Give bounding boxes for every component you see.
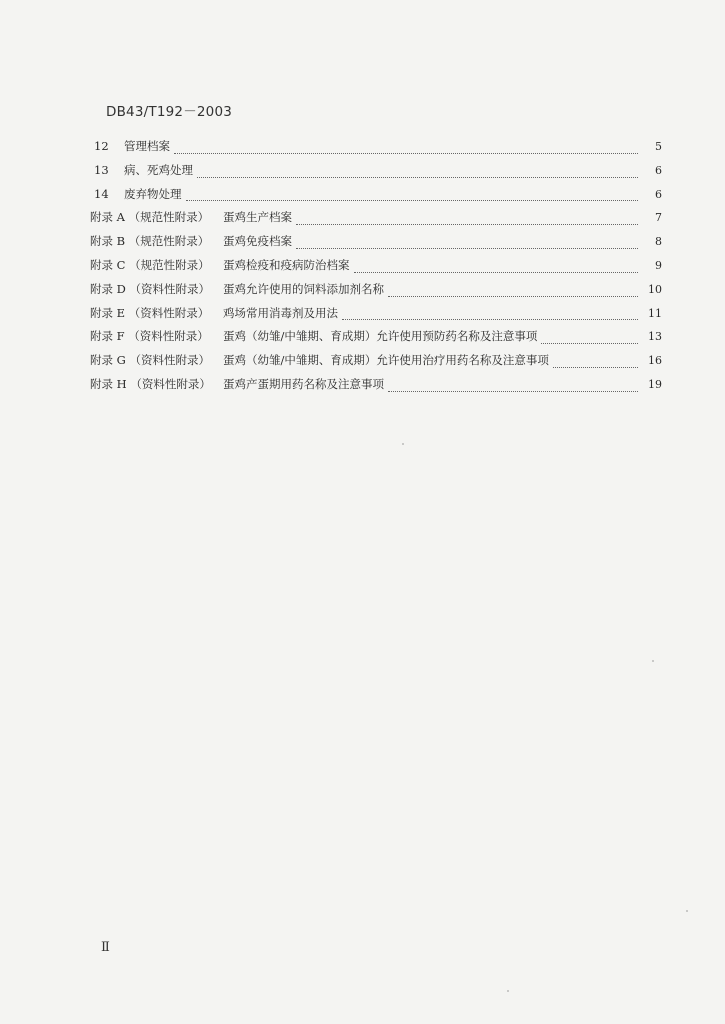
toc-title: 蛋鸡允许使用的饲料添加剂名称 (223, 281, 384, 296)
toc-appendix-label: 附录 F （资料性附录） (90, 329, 209, 344)
toc-title: 蛋鸡检疫和疫病防治档案 (223, 257, 350, 272)
toc-page: 16 (648, 354, 662, 368)
toc-appendix-label: 附录 A （规范性附录） (90, 210, 210, 225)
toc-page: 19 (648, 377, 662, 391)
toc-page: 13 (648, 330, 662, 344)
toc-appendix-label: 附录 B （规范性附录） (90, 234, 210, 249)
toc-page: 5 (655, 140, 662, 153)
toc-title: 病、死鸡处理 (124, 162, 193, 177)
toc-page: 7 (655, 211, 662, 225)
toc-entry (90, 209, 662, 233)
toc-leader (342, 318, 638, 320)
toc-appendix-label: 附录 D （资料性附录） (90, 281, 211, 296)
scan-speck (652, 660, 654, 662)
toc-leader (553, 366, 638, 368)
toc-appendix-label: 附录 C （规范性附录） (90, 257, 210, 272)
table-of-contents (90, 138, 662, 400)
scan-speck (507, 990, 509, 992)
toc-title: 蛋鸡（幼雏/中雏期、育成期）允许使用预防药名称及注意事项 (223, 329, 538, 344)
toc-leader (197, 176, 638, 178)
toc-leader (296, 223, 638, 225)
toc-leader (354, 271, 639, 273)
toc-leader (388, 295, 638, 297)
toc-page: 6 (655, 187, 662, 201)
toc-title: 蛋鸡产蛋期用药名称及注意事项 (223, 376, 384, 391)
toc-title: 蛋鸡生产档案 (223, 210, 292, 225)
scan-speck (402, 443, 404, 445)
toc-leader (541, 342, 638, 344)
toc-entry (90, 257, 662, 281)
toc-page: 6 (655, 163, 662, 177)
toc-entry (90, 138, 662, 162)
toc-appendix-label: 附录 G （资料性附录） (90, 353, 210, 368)
scan-speck (686, 910, 688, 912)
toc-number: 12 (94, 139, 109, 153)
toc-appendix-label: 附录 E （资料性附录） (90, 305, 210, 320)
toc-entry (90, 162, 662, 186)
toc-page: 8 (655, 235, 662, 249)
toc-leader (186, 199, 639, 201)
toc-entry (90, 352, 662, 376)
toc-entry (90, 305, 662, 329)
toc-entry (90, 281, 662, 305)
toc-page: 11 (648, 306, 662, 320)
toc-entry (90, 376, 662, 400)
toc-title: 蛋鸡免疫档案 (223, 234, 292, 249)
toc-leader (296, 247, 638, 249)
toc-leader (174, 152, 638, 154)
toc-title: 废弃物处理 (124, 186, 182, 201)
toc-title: 蛋鸡（幼雏/中雏期、育成期）允许使用治疗用药名称及注意事项 (223, 353, 549, 368)
toc-title: 鸡场常用消毒剂及用法 (223, 305, 338, 320)
toc-title: 管理档案 (124, 139, 170, 153)
page-number: Ⅱ (101, 940, 110, 955)
toc-page: 9 (655, 258, 662, 272)
toc-entry (90, 186, 662, 210)
toc-page: 10 (648, 282, 662, 296)
toc-appendix-label: 附录 H （资料性附录） (90, 376, 211, 391)
toc-entry (90, 233, 662, 257)
toc-number: 13 (94, 162, 109, 177)
toc-number: 14 (94, 186, 109, 201)
toc-leader (388, 390, 638, 392)
toc-entry (90, 328, 662, 352)
standard-code: DB43/T192－2003 (106, 104, 233, 120)
